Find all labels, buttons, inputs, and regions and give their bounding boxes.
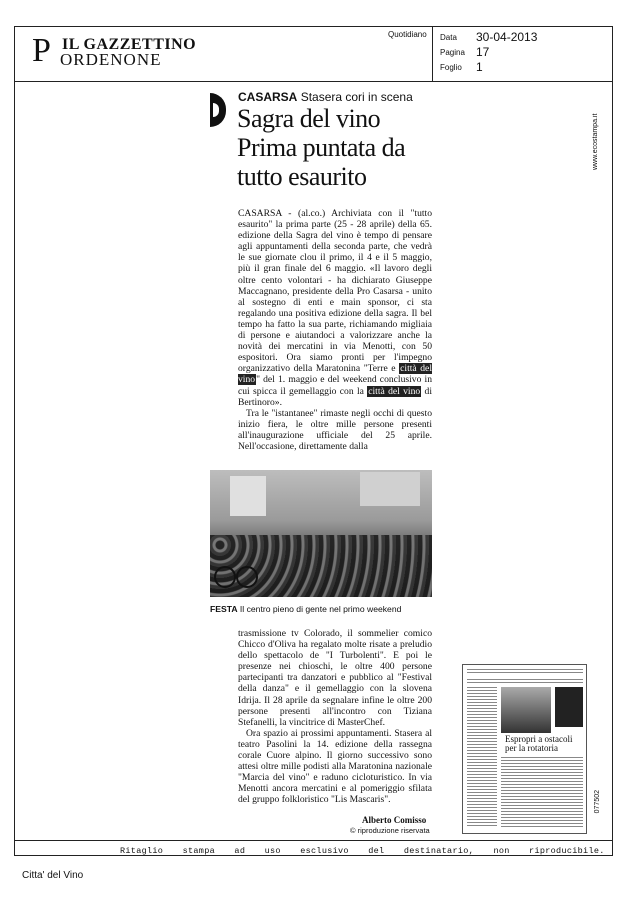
kicker-text: Stasera cori in scena bbox=[300, 90, 413, 104]
date-label: Data bbox=[440, 33, 457, 42]
masthead-edition: ORDENONE bbox=[60, 50, 162, 69]
headline: Sagra del vino Prima puntata da tutto esaurito bbox=[237, 104, 406, 191]
bottom-divider bbox=[14, 840, 613, 841]
sheet-label: Foglio bbox=[440, 63, 462, 72]
page-thumbnail bbox=[462, 664, 587, 834]
site-url: www.ecostampa.it bbox=[592, 113, 599, 170]
paragraph-2: Tra le "istantanee" rimaste negli occhi di questo inizio fiera, le oltre mille persone presenti all'inaugurazione ufficiale del 25 aprile. Nell'occasione, direttamente dalla bbox=[238, 407, 432, 452]
footer-label: Citta' del Vino bbox=[22, 870, 84, 881]
article-body-top bbox=[238, 208, 432, 452]
masthead-initial: P bbox=[32, 32, 51, 69]
paragraph-3: trasmissione tv Colorado, il sommelier comico Chicco d'Oliva ha regalato molte risate a preludio dello spettacolo de "I Turbolenti". E poi le presenze nei chioschi, le oltre 400 persone partecipanti tra danzatori e pubblico al "Festival della danza" e il gemellaggio con la slovena Idrija. Il 28 aprile da segnalare infine le oltre 200 persone presenti all'incontro con Tiziana Stefanelli, la vincitrice di MasterChef. bbox=[238, 628, 432, 728]
caption-text: Il centro pieno di gente nel primo weekend bbox=[239, 604, 402, 614]
sheet-value: 1 bbox=[476, 60, 483, 74]
author: Alberto Comisso bbox=[362, 815, 427, 825]
frequency-label: Quotidiano bbox=[388, 30, 427, 39]
masthead-title: IL GAZZETTINO bbox=[62, 36, 197, 53]
thumbnail-headline: Espropri a ostacoli per la rotatoria bbox=[505, 734, 573, 753]
photo-caption bbox=[210, 604, 401, 614]
paragraph-1: CASARSA - (al.co.) Archiviata con il "tutto esaurito" la prima parte (25 - 28 aprile) della 65. edizione della Sagra del vino è tempo di pensare agli appuntamenti della seconda parte, che vedrà le sue giornate clou il primo, il 4 e il 5 maggio, più il gran finale del 6 maggio. «Il lavoro degli oltre cento volontari - ha dichiarato Giuseppe Maccagnano, presidente della Pro Casarsa - unito al sostegno di enti e main sponsor, ci sta regalando una positiva edizione della sagra. Il bel tempo ha fatto la sua parte, richiamando migliaia di persone e aiutandoci a valorizzare anche la novità dei mercatini in via Menotti, con 50 espositori. Ora siamo pronti per l'impegno organizzativo della Maratonina "Terre e città del vino" del 1. maggio e del weekend conclusivo in cui spicca il gemellaggio con la città del vino di Bertinoro». bbox=[238, 208, 432, 408]
event-photo bbox=[210, 470, 432, 597]
date-value: 30-04-2013 bbox=[476, 30, 538, 44]
highlight-term: città del vino bbox=[238, 363, 432, 386]
article-body-bottom bbox=[238, 628, 432, 806]
header-vertical-divider bbox=[432, 26, 433, 81]
kicker-place: CASARSA bbox=[238, 90, 298, 104]
caption-label: FESTA bbox=[210, 604, 238, 614]
copyright: © riproduzione riservata bbox=[350, 826, 430, 835]
highlight-term: città del vino bbox=[368, 385, 421, 397]
page-label: Pagina bbox=[440, 48, 465, 57]
paragraph-4: Ora spazio ai prossimi appuntamenti. Stasera al teatro Pasolini la 14. edizione della rassegna corale Cuore alpino. Il giorno successivo sono attesi oltre mille podisti alla Maratonina nazionale "Marcia del vino" e raduno cicloturistico. In via Menotti ancora mercatini e al pomeriggio sfilata del gruppo folkloristico "Lis Mascaris". bbox=[238, 727, 432, 806]
clipping-code: 077502 bbox=[594, 790, 601, 814]
header-divider bbox=[14, 81, 613, 82]
copyright-notice: Ritaglio stampa ad uso esclusivo del destinatario, non riproducibile. bbox=[120, 846, 605, 856]
kicker bbox=[238, 90, 413, 104]
page-value: 17 bbox=[476, 45, 490, 59]
